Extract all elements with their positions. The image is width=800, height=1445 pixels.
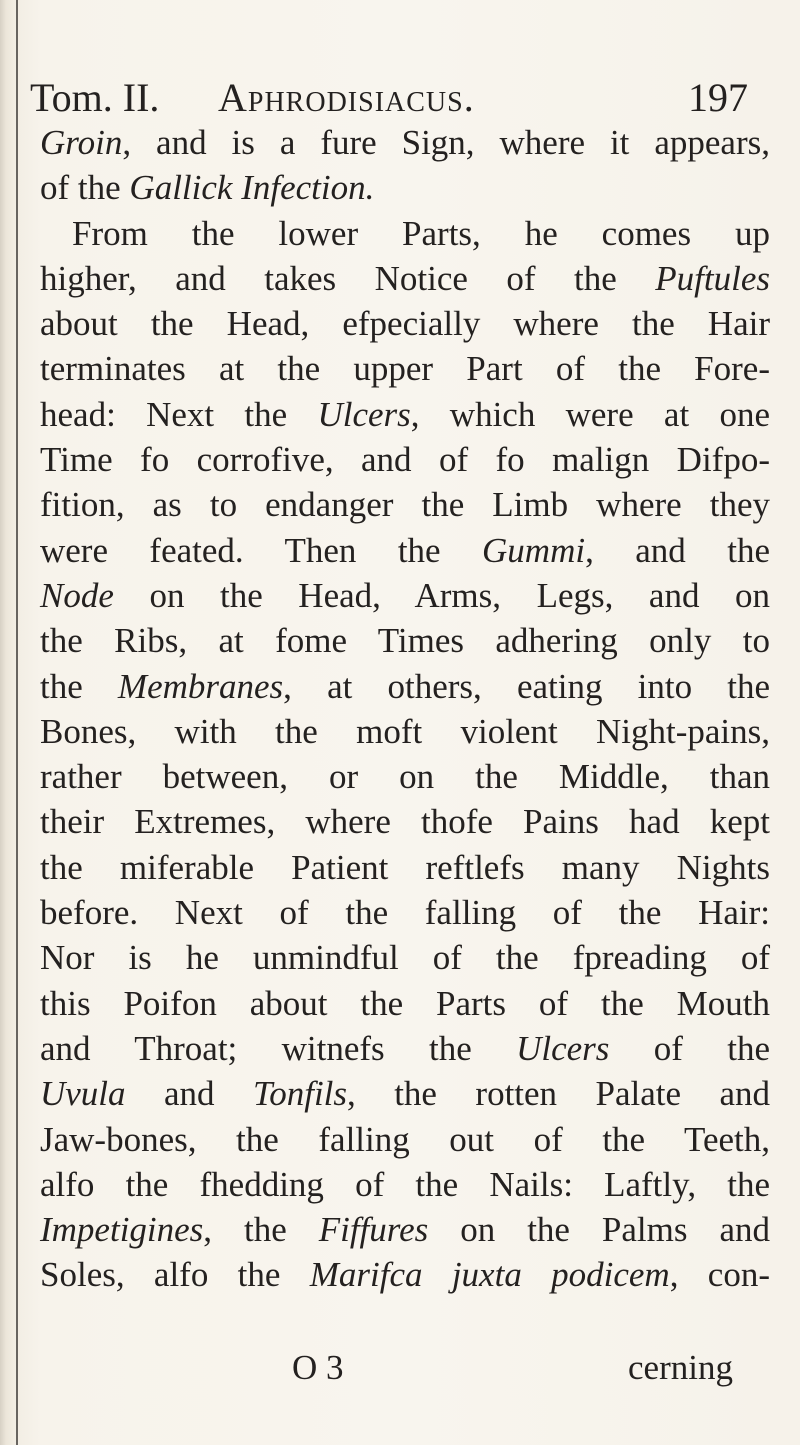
text-run: , and the (585, 530, 770, 570)
text-line (40, 709, 770, 754)
text-line (40, 392, 770, 437)
text-line (40, 618, 770, 663)
running-title: Aphrodisiacus. (218, 75, 475, 120)
text-line (40, 120, 770, 165)
text-line (40, 211, 770, 256)
italic-term: Uvula (40, 1074, 126, 1114)
italic-term: Puftules (655, 258, 770, 298)
text-line (40, 256, 770, 301)
text-run: and Throat; witnefs the (40, 1028, 517, 1068)
italic-term: Membranes (117, 666, 284, 706)
text-run: before. Next of the falling of the Hair: (40, 893, 770, 933)
text-run: Time fo corrofive, and of fo malign Difpo- (40, 440, 770, 480)
text-run: the (40, 666, 118, 706)
running-head (28, 70, 758, 126)
gutter-line (16, 0, 18, 1445)
text-line (40, 981, 770, 1026)
text-run: head: Next the (40, 394, 318, 434)
text-run: alfo the fhedding of the Nails: Laftly, the (40, 1164, 770, 1204)
italic-term: Ulcers (317, 394, 411, 434)
text-line (40, 1026, 770, 1071)
text-line (40, 935, 770, 980)
text-run: Bones, with the moft violent Night-pains, (40, 711, 770, 751)
text-run: on the Head, Arms, Legs, and on (113, 575, 770, 615)
text-run: Soles, alfo the (40, 1255, 310, 1295)
text-run: their Extremes, where thofe Pains had kept (40, 802, 770, 842)
volume-label: Tom. II. (30, 75, 160, 120)
text-line (40, 799, 770, 844)
text-line (40, 845, 770, 890)
text-line (40, 1207, 770, 1252)
text-run: , con- (669, 1255, 770, 1295)
text-run: terminates at the upper Part of the Fore- (40, 349, 770, 389)
italic-term: Ulcers (516, 1028, 610, 1068)
text-line (40, 165, 770, 210)
text-run: of the (609, 1028, 770, 1068)
italic-term: Fiffures (318, 1210, 429, 1250)
text-run: the miferable Patient reftlefs many Nights (40, 847, 770, 887)
text-run: Nor is he unmindful of the fpreading of (40, 938, 770, 978)
body-text (40, 120, 770, 1298)
text-run: , the (203, 1210, 319, 1250)
text-run: , which were at one (410, 394, 770, 434)
signature-mark: O 3 (292, 1348, 344, 1387)
text-line (40, 890, 770, 935)
text-run: about the Head, efpecially where the Hair (40, 304, 770, 344)
italic-term: Gummi (482, 530, 586, 570)
italic-term: Node (40, 575, 114, 615)
text-run: the Ribs, at fome Times adhering only to (40, 621, 770, 661)
text-line (40, 573, 770, 618)
text-run: rather between, or on the Middle, than (40, 757, 770, 797)
text-run: were feated. Then the (40, 530, 483, 570)
text-line (40, 1117, 770, 1162)
text-line (40, 754, 770, 799)
text-line (40, 346, 770, 391)
text-run: , and is a fure Sign, where it appears, (122, 123, 770, 162)
text-run: of the (40, 168, 130, 208)
italic-term: Gallick Infection. (129, 168, 375, 208)
page-binding-edge (0, 0, 14, 1445)
text-run: From the lower Parts, he comes up (72, 213, 770, 253)
text-run: on the Palms and (428, 1210, 770, 1250)
text-run: , the rotten Palate and (347, 1074, 770, 1114)
text-line (40, 1071, 770, 1116)
text-line (40, 301, 770, 346)
text-run: higher, and takes Notice of the (40, 258, 656, 298)
italic-term: Groin (40, 123, 123, 162)
italic-term: Tonfils (252, 1074, 348, 1114)
text-run: , at others, eating into the (283, 666, 770, 706)
text-run: and (125, 1074, 253, 1114)
text-run: this Poifon about the Parts of the Mouth (40, 983, 770, 1023)
page-footer (40, 1345, 770, 1390)
text-run: Jaw-bones, the falling out of the Teeth, (40, 1119, 770, 1159)
text-line (40, 528, 770, 573)
italic-term: Marifca juxta podicem (309, 1255, 670, 1295)
catchword: cerning (628, 1348, 733, 1387)
page-number: 197 (688, 75, 748, 120)
text-line (40, 1252, 770, 1297)
text-run: fition, as to endanger the Limb where they (40, 485, 770, 525)
text-line (40, 1162, 770, 1207)
text-line (40, 437, 770, 482)
text-line (40, 664, 770, 709)
text-line (40, 482, 770, 527)
italic-term: Impetigines (40, 1210, 204, 1250)
